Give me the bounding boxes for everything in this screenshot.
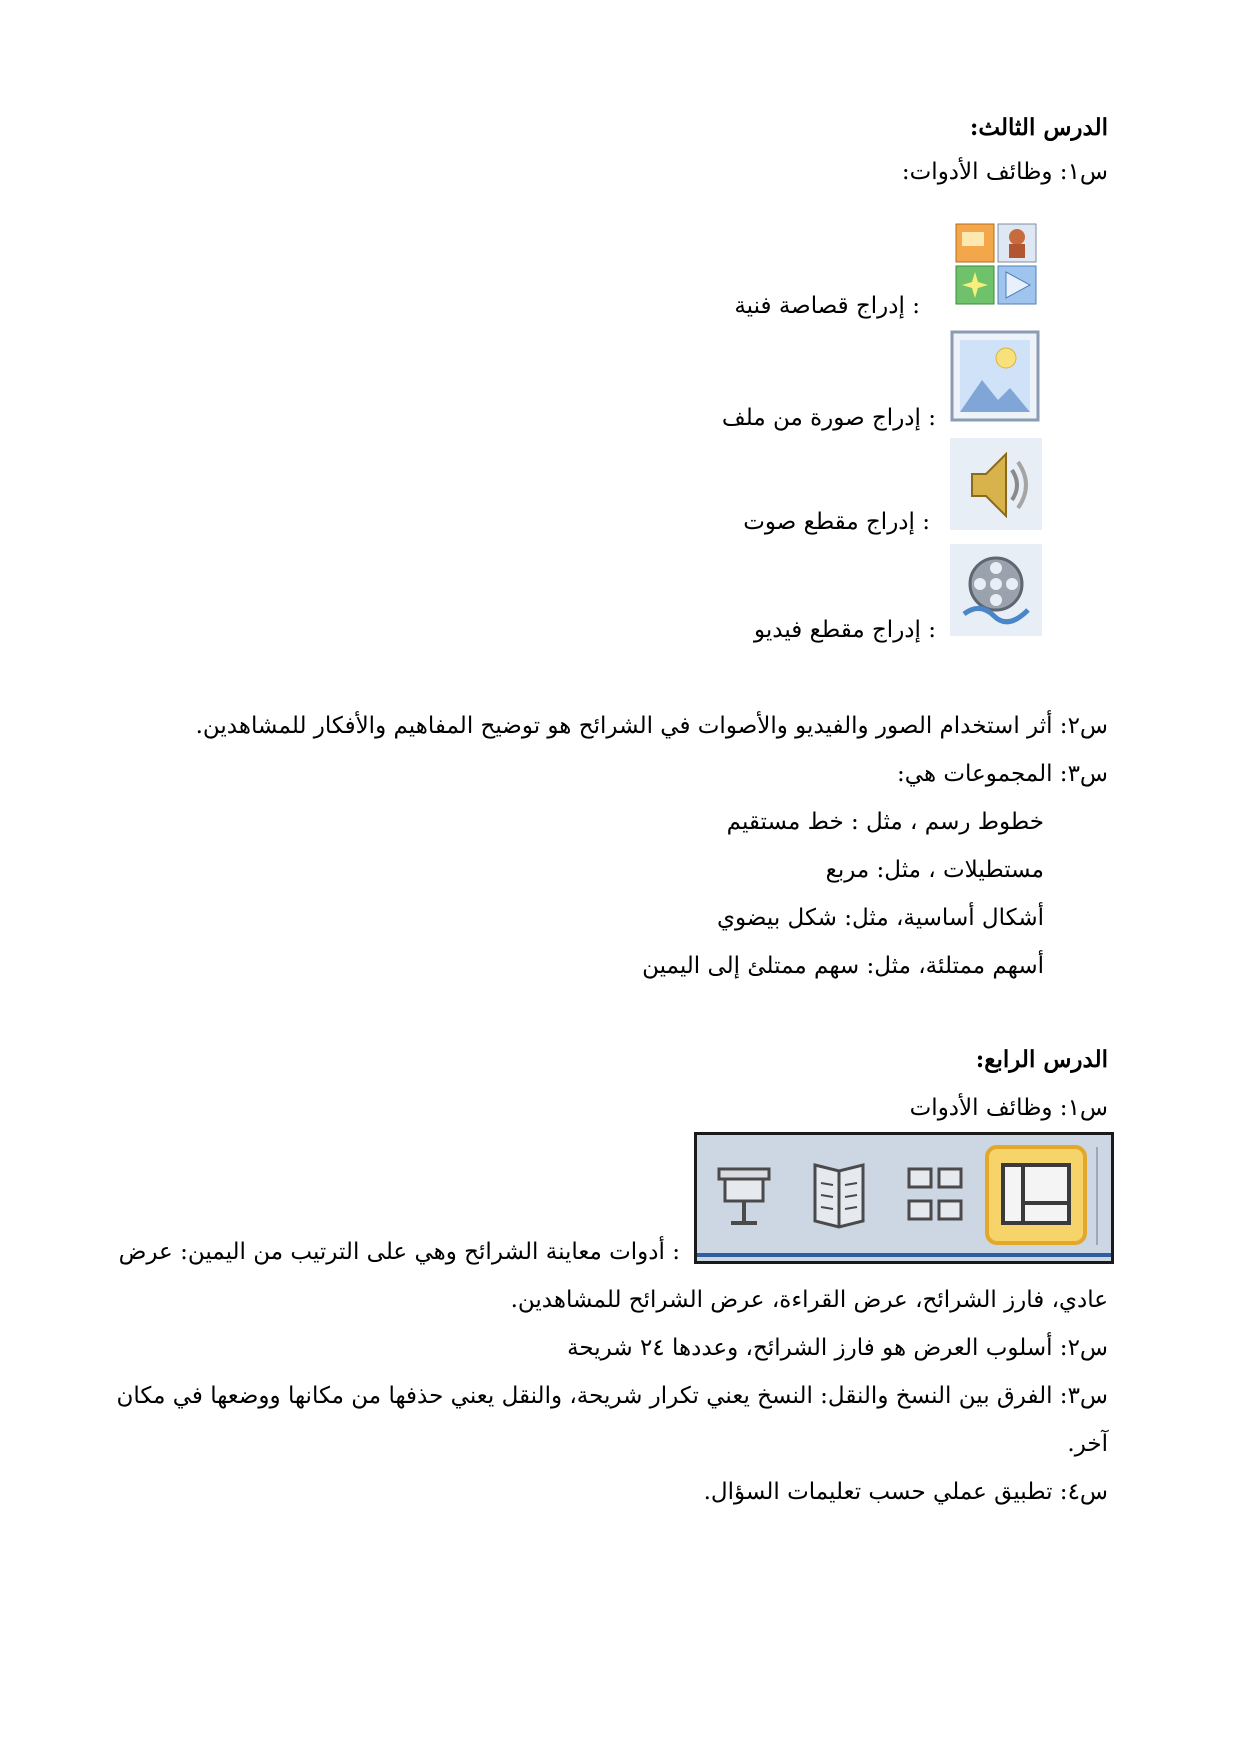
lesson3-title: الدرس الثالث: bbox=[969, 114, 1108, 141]
normal-view-icon bbox=[987, 1147, 1085, 1243]
lesson4-q3-line1: س٣: الفرق بين النسخ والنقل: النسخ يعني تكرار شريحة، والنقل يعني حذفها من مكانها ووضعها في مكان bbox=[116, 1383, 1108, 1409]
lesson4-q1-answer-line1: : أدوات معاينة الشرائح وهي على الترتيب من اليمين: عرض bbox=[118, 1239, 680, 1265]
tool-label-clip-art: : إدراج قصاصة فنية bbox=[734, 293, 920, 319]
tool-label-sound: : إدراج مقطع صوت bbox=[743, 509, 930, 535]
tool-label-video: : إدراج مقطع فيديو bbox=[753, 617, 936, 643]
reading-view-icon bbox=[815, 1165, 863, 1227]
lesson4-q4: س٤: تطبيق عملي حسب تعليمات السؤال. bbox=[703, 1479, 1108, 1505]
lesson3-q3: س٣: المجموعات هي: bbox=[897, 761, 1108, 787]
group-item: أشكال أساسية، مثل: شكل بيضوي bbox=[717, 905, 1044, 931]
view-toolbar bbox=[694, 1132, 1114, 1264]
lesson4-q1-answer-line2: عادي، فارز الشرائح، عرض القراءة، عرض الشرائح للمشاهدين. bbox=[510, 1287, 1108, 1313]
lesson4-title: الدرس الرابع: bbox=[975, 1046, 1108, 1073]
picture-from-file-icon bbox=[950, 330, 1040, 422]
video-clip-icon bbox=[950, 544, 1042, 636]
lesson4-q2: س٢: أسلوب العرض هو فارز الشرائح، وعددها ٢٤ شريحة bbox=[567, 1335, 1108, 1361]
group-item: خطوط رسم ، مثل : خط مستقيم bbox=[726, 809, 1044, 835]
tool-label-picture: : إدراج صورة من ملف bbox=[721, 405, 936, 431]
sound-clip-icon bbox=[950, 438, 1042, 530]
clip-art-icon bbox=[954, 222, 1038, 306]
lesson4-q3-line2: آخر. bbox=[1067, 1431, 1108, 1457]
lesson3-q2: س٢: أثر استخدام الصور والفيديو والأصوات في الشرائح هو توضيح المفاهيم والأفكار للمشاهدين. bbox=[195, 713, 1108, 739]
lesson4-q1: س١: وظائف الأدوات bbox=[909, 1095, 1108, 1121]
group-item: أسهم ممتلئة، مثل: سهم ممتلئ إلى اليمين bbox=[642, 953, 1044, 979]
lesson3-q1: س١: وظائف الأدوات: bbox=[901, 159, 1108, 185]
group-item: مستطيلات ، مثل: مربع bbox=[825, 857, 1044, 883]
